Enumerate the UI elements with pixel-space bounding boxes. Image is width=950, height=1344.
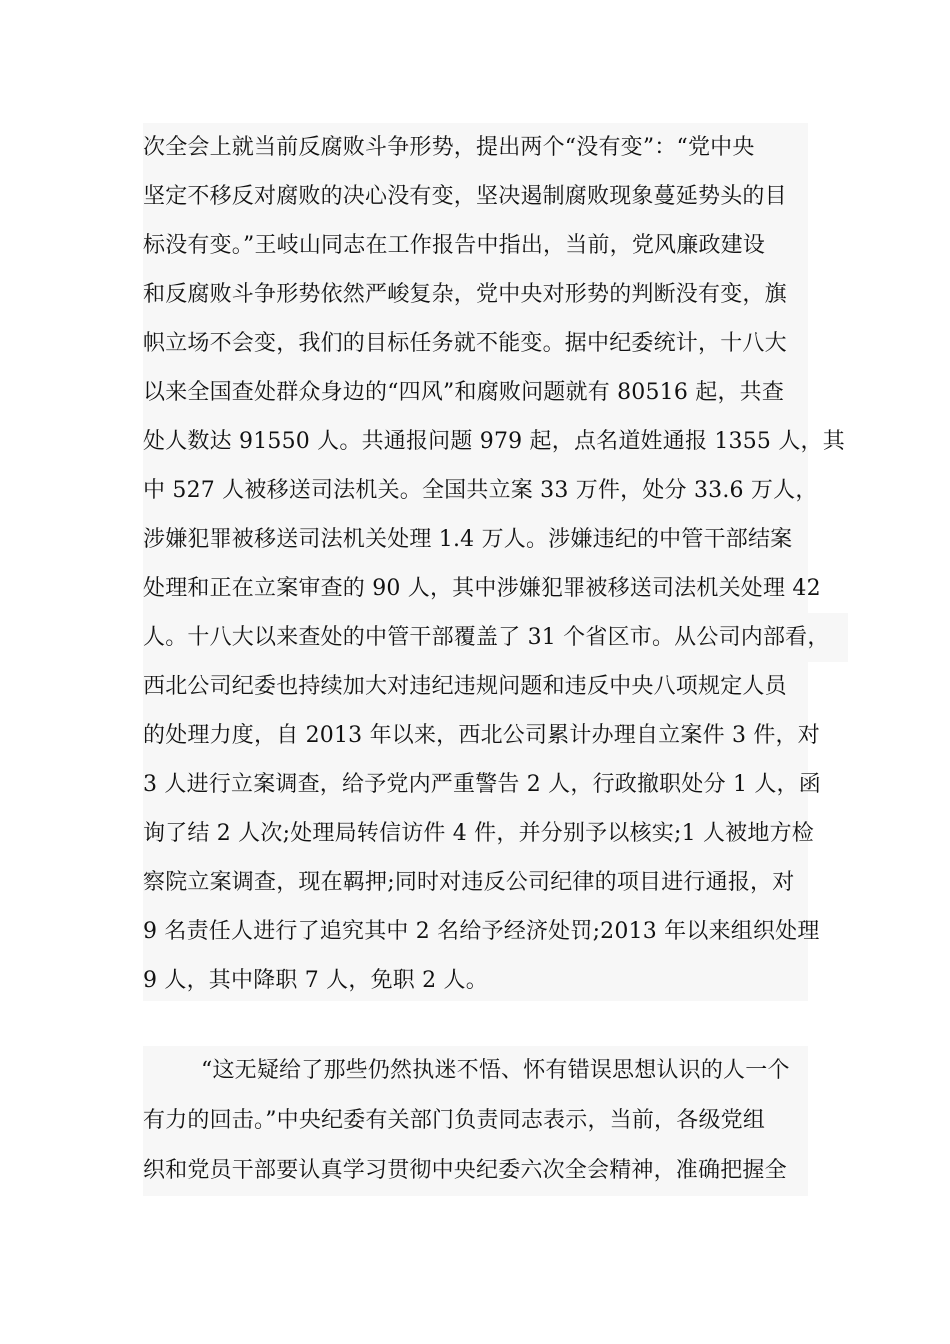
text-line: 处人数达 91550 人。共通报问题 979 起，点名道姓通报 1355 人，其: [143, 429, 845, 454]
text-line: 次全会上就当前反腐败斗争形势，提出两个“没有变”：“党中央: [143, 135, 755, 160]
text-line: 以来全国查处群众身边的“四风”和腐败问题就有 80516 起，共查: [143, 380, 785, 405]
text-line: 帜立场不会变，我们的目标任务就不能变。据中纪委统计，十八大: [143, 331, 787, 356]
text-line: 标没有变。”王岐山同志在工作报告中指出，当前，党风廉政建设: [143, 233, 766, 258]
paragraph-2: [143, 1046, 808, 1196]
text-line: 织和党员干部要认真学习贯彻中央纪委六次全会精神，准确把握全: [143, 1158, 787, 1183]
text-line: 和反腐败斗争形势依然严峻复杂，党中央对形势的判断没有变，旗: [143, 282, 787, 307]
text-line: 9 人，其中降职 7 人，免职 2 人。: [143, 968, 488, 993]
text-line: 坚定不移反对腐败的决心没有变，坚决遏制腐败现象蔓延势头的目: [143, 184, 787, 209]
text-line: 的处理力度，自 2013 年以来，西北公司累计办理自立案件 3 件，对: [143, 723, 820, 748]
text-line: 有力的回击。”中央纪委有关部门负责同志表示，当前，各级党组: [143, 1108, 766, 1133]
text-line: “这无疑给了那些仍然执迷不悟、怀有错误思想认识的人一个: [201, 1058, 790, 1083]
text-line: 3 人进行立案调查，给予党内严重警告 2 人，行政撤职处分 1 人，函: [143, 772, 821, 797]
text-line: 察院立案调查，现在羁押;同时对违反公司纪律的项目进行通报，对: [143, 870, 795, 895]
text-line: 涉嫌犯罪被移送司法机关处理 1.4 万人。涉嫌违纪的中管干部结案: [143, 527, 793, 552]
text-line: 中 527 人被移送司法机关。全国共立案 33 万件，处分 33.6 万人，: [143, 478, 818, 503]
text-line: 西北公司纪委也持续加大对违纪违规问题和违反中央八项规定人员: [143, 674, 787, 699]
text-line: 9 名责任人进行了追究其中 2 名给予经济处罚;2013 年以来组织处理: [143, 919, 820, 944]
paragraph-1: [143, 123, 845, 1001]
text-line: 询了结 2 人次;处理局转信访件 4 件，并分别予以核实;1 人被地方检: [143, 821, 814, 846]
text-line: 处理和正在立案审查的 90 人，其中涉嫌犯罪被移送司法机关处理 42: [143, 576, 821, 601]
text-line: 人。十八大以来查处的中管干部覆盖了 31 个省区市。从公司内部看，: [143, 613, 848, 662]
